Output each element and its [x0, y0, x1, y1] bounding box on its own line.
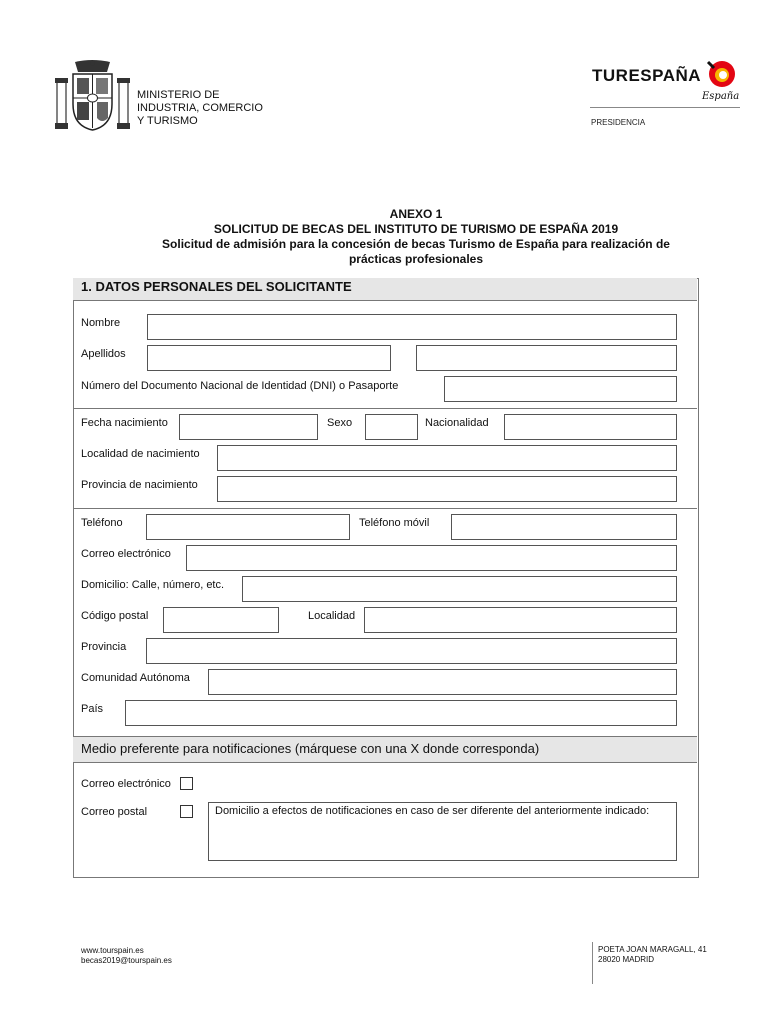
footer-contact	[81, 946, 172, 966]
sexo-input[interactable]	[365, 414, 418, 440]
coat-of-arms-logo	[55, 60, 130, 132]
ministry-line-3: Y TURISMO	[137, 115, 198, 127]
main-title: SOLICITUD DE BECAS DEL INSTITUTO DE TURISMO DE ESPAÑA 2019	[213, 222, 619, 236]
dni-label: Número del Documento Nacional de Identidad (DNI) o Pasaporte	[81, 380, 399, 392]
codigo-postal-input[interactable]	[163, 607, 279, 633]
correo-input[interactable]	[186, 545, 677, 571]
nombre-input[interactable]	[147, 314, 677, 340]
localidad-label: Localidad	[308, 610, 356, 622]
dni-input[interactable]	[444, 376, 677, 402]
nacionalidad-input[interactable]	[504, 414, 677, 440]
turespana-brand: TURESPAÑA	[592, 66, 702, 85]
provincia-nacimiento-input[interactable]	[217, 476, 677, 502]
header-divider	[590, 107, 740, 108]
section-header	[73, 278, 697, 301]
apellido2-input[interactable]	[416, 345, 677, 371]
notifications-title: Medio preferente para notificaciones (márquese con una X donde corresponda)	[81, 741, 540, 756]
espana-logo	[700, 58, 742, 102]
subtitle: Solicitud de admisión para la concesión de becas Turismo de España para realización de prácticas profesionales	[162, 237, 670, 266]
telefono-movil-label: Teléfono móvil	[359, 517, 430, 529]
footer-address-line-2: 28020 MADRID	[598, 955, 655, 964]
telefono-movil-input[interactable]	[451, 514, 677, 540]
pais-label: País	[81, 703, 104, 715]
telefono-label: Teléfono	[81, 517, 123, 529]
domicilio-input[interactable]	[242, 576, 677, 602]
row-divider	[73, 508, 697, 509]
telefono-input[interactable]	[146, 514, 350, 540]
comunidad-label: Comunidad Autónoma	[81, 672, 190, 684]
notif-address-box[interactable]	[208, 802, 677, 861]
ministry-line-2: INDUSTRIA, COMERCIO	[137, 102, 263, 114]
comunidad-input[interactable]	[208, 669, 677, 695]
apellidos-label: Apellidos	[81, 348, 126, 360]
nacionalidad-label: Nacionalidad	[425, 417, 489, 429]
section-title: 1. DATOS PERSONALES DEL SOLICITANTE	[81, 279, 352, 294]
document-titles	[80, 207, 752, 267]
localidad-nacimiento-input[interactable]	[217, 445, 677, 471]
fecha-nacimiento-input[interactable]	[179, 414, 318, 440]
ministry-line-1: MINISTERIO DE	[137, 89, 220, 101]
localidad-input[interactable]	[364, 607, 677, 633]
notif-address-note: Domicilio a efectos de notificaciones en caso de ser diferente del anteriormente indicado:	[215, 805, 650, 817]
nombre-label: Nombre	[81, 317, 121, 329]
notif-postal-label: Correo postal	[81, 806, 148, 818]
footer-email: becas2019@tourspain.es	[81, 956, 172, 965]
provincia-nacimiento-label: Provincia de nacimiento	[81, 479, 198, 491]
sexo-label: Sexo	[327, 417, 353, 429]
svg-text:España: España	[702, 91, 740, 102]
footer-address-line-1: POETA JOAN MARAGALL, 41	[598, 945, 707, 954]
ministry-name	[137, 89, 263, 128]
localidad-nacimiento-label: Localidad de nacimiento	[81, 448, 200, 460]
notif-email-label: Correo electrónico	[81, 778, 171, 790]
notif-email-checkbox[interactable]	[180, 777, 193, 790]
correo-label: Correo electrónico	[81, 548, 171, 560]
provincia-label: Provincia	[81, 641, 127, 653]
footer-divider	[592, 942, 593, 984]
row-divider	[73, 408, 697, 409]
presidencia-label: PRESIDENCIA	[591, 118, 646, 127]
codigo-postal-label: Código postal	[81, 610, 149, 622]
footer-web: www.tourspain.es	[81, 946, 144, 955]
notif-postal-checkbox[interactable]	[180, 805, 193, 818]
pais-input[interactable]	[125, 700, 677, 726]
apellido1-input[interactable]	[147, 345, 391, 371]
footer-address	[598, 945, 707, 965]
domicilio-label: Domicilio: Calle, número, etc.	[81, 579, 225, 591]
provincia-input[interactable]	[146, 638, 677, 664]
notifications-header	[73, 736, 697, 763]
annex-title: ANEXO 1	[389, 207, 443, 221]
fecha-nacimiento-label: Fecha nacimiento	[81, 417, 168, 429]
